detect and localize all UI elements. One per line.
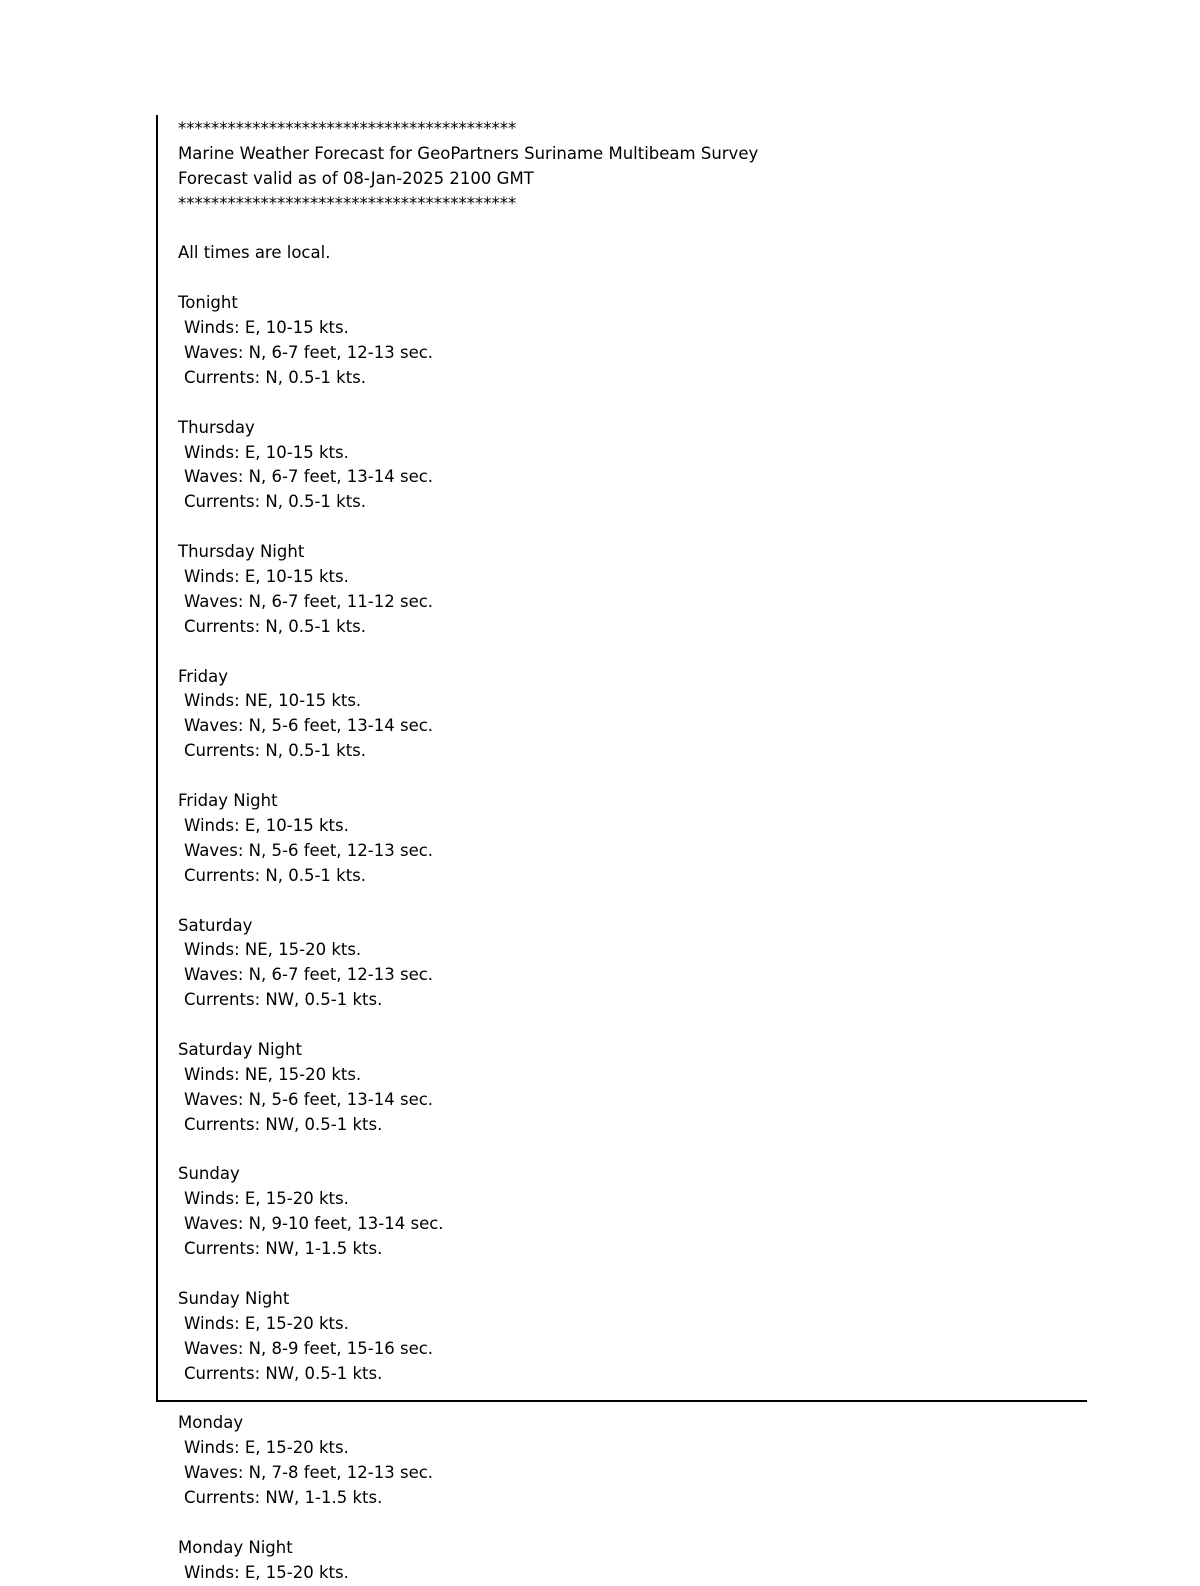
- blank-line: [178, 1262, 758, 1287]
- divider-top: *****************************************: [178, 119, 517, 138]
- period-waves: Waves: N, 6-7 feet, 11-12 sec.: [184, 591, 434, 611]
- forecast-period-sunday: [178, 1162, 758, 1286]
- period-name: Sunday Night: [178, 1288, 290, 1308]
- period-name: Saturday: [178, 915, 253, 935]
- times-note: All times are local.: [178, 243, 331, 263]
- period-currents: Currents: N, 0.5-1 kts.: [184, 741, 367, 761]
- period-waves: Waves: N, 5-6 feet, 12-13 sec.: [184, 840, 434, 860]
- period-currents: Currents: N, 0.5-1 kts.: [184, 367, 367, 387]
- forecast-period-sunday-night: [178, 1287, 758, 1411]
- blank-line: [178, 217, 758, 242]
- period-name: Monday Night: [178, 1537, 293, 1557]
- period-waves: Waves: N, 5-6 feet, 13-14 sec.: [184, 1089, 434, 1109]
- blank-line: [178, 1511, 758, 1536]
- document-valid-line: Forecast valid as of 08-Jan-2025 2100 GMT: [178, 168, 534, 188]
- period-winds: Winds: E, 15-20 kts.: [184, 1313, 349, 1333]
- period-waves: Waves: N, 6-7 feet, 12-13 sec.: [184, 965, 434, 985]
- period-name: Friday: [178, 666, 229, 686]
- period-waves: Waves: N, 6-7 feet, 13-14 sec.: [184, 467, 434, 487]
- blank-line: [178, 889, 758, 914]
- period-winds: Winds: E, 10-15 kts.: [184, 442, 349, 462]
- text-frame-border-left: [156, 115, 158, 1401]
- period-waves: Waves: N, 8-9 feet, 15-16 sec.: [184, 1338, 434, 1358]
- period-currents: Currents: NW, 1-1.5 kts.: [184, 1239, 383, 1259]
- period-currents: Currents: NW, 0.5-1 kts.: [184, 990, 383, 1010]
- period-waves: Waves: N, 9-10 feet, 13-14 sec.: [184, 1214, 444, 1234]
- forecast-document: [178, 117, 758, 1586]
- period-waves: Waves: N, 5-6 feet, 13-14 sec.: [184, 716, 434, 736]
- blank-line: [178, 1013, 758, 1038]
- period-name: Friday Night: [178, 791, 278, 811]
- divider-bottom: *****************************************: [178, 193, 517, 213]
- period-waves: Waves: N, 7-8 feet, 12-13 sec.: [184, 1463, 434, 1483]
- forecast-period-thursday: [178, 416, 758, 540]
- blank-line: [178, 1138, 758, 1163]
- period-name: Monday: [178, 1413, 244, 1433]
- blank-line: [178, 640, 758, 665]
- forecast-period-saturday-night: [178, 1038, 758, 1162]
- period-winds: Winds: E, 15-20 kts.: [184, 1438, 349, 1458]
- forecast-period-monday-night: [178, 1536, 758, 1586]
- forecast-period-thursday-night: [178, 540, 758, 664]
- period-currents: Currents: N, 0.5-1 kts.: [184, 865, 367, 885]
- period-currents: Currents: NW, 1-1.5 kts.: [184, 1487, 383, 1507]
- period-name: Thursday: [178, 417, 255, 437]
- period-winds: Winds: E, 15-20 kts.: [184, 1562, 349, 1582]
- period-winds: Winds: E, 10-15 kts.: [184, 815, 349, 835]
- forecast-period-saturday: [178, 914, 758, 1038]
- period-currents: Currents: NW, 0.5-1 kts.: [184, 1114, 383, 1134]
- period-name: Saturday Night: [178, 1039, 302, 1059]
- blank-line: [178, 391, 758, 416]
- forecast-period-friday-night: [178, 789, 758, 913]
- period-name: Thursday Night: [178, 542, 305, 562]
- blank-line: [178, 515, 758, 540]
- document-title: Marine Weather Forecast for GeoPartners Suriname Multibeam Survey: [178, 143, 759, 163]
- forecast-period-tonight: [178, 291, 758, 415]
- period-winds: Winds: NE, 15-20 kts.: [184, 1064, 362, 1084]
- period-name: Tonight: [178, 293, 238, 313]
- period-waves: Waves: N, 6-7 feet, 12-13 sec.: [184, 343, 434, 363]
- period-winds: Winds: E, 15-20 kts.: [184, 1189, 349, 1209]
- period-currents: Currents: N, 0.5-1 kts.: [184, 616, 367, 636]
- period-currents: Currents: NW, 0.5-1 kts.: [184, 1363, 383, 1383]
- period-winds: Winds: NE, 10-15 kts.: [184, 691, 362, 711]
- period-winds: Winds: E, 10-15 kts.: [184, 567, 349, 587]
- blank-line: [178, 764, 758, 789]
- blank-line: [178, 266, 758, 291]
- period-winds: Winds: NE, 15-20 kts.: [184, 940, 362, 960]
- period-winds: Winds: E, 10-15 kts.: [184, 318, 349, 338]
- forecast-period-monday: [178, 1411, 758, 1535]
- blank-line: [178, 1386, 758, 1411]
- forecast-period-friday: [178, 665, 758, 789]
- period-currents: Currents: N, 0.5-1 kts.: [184, 492, 367, 512]
- period-name: Sunday: [178, 1164, 240, 1184]
